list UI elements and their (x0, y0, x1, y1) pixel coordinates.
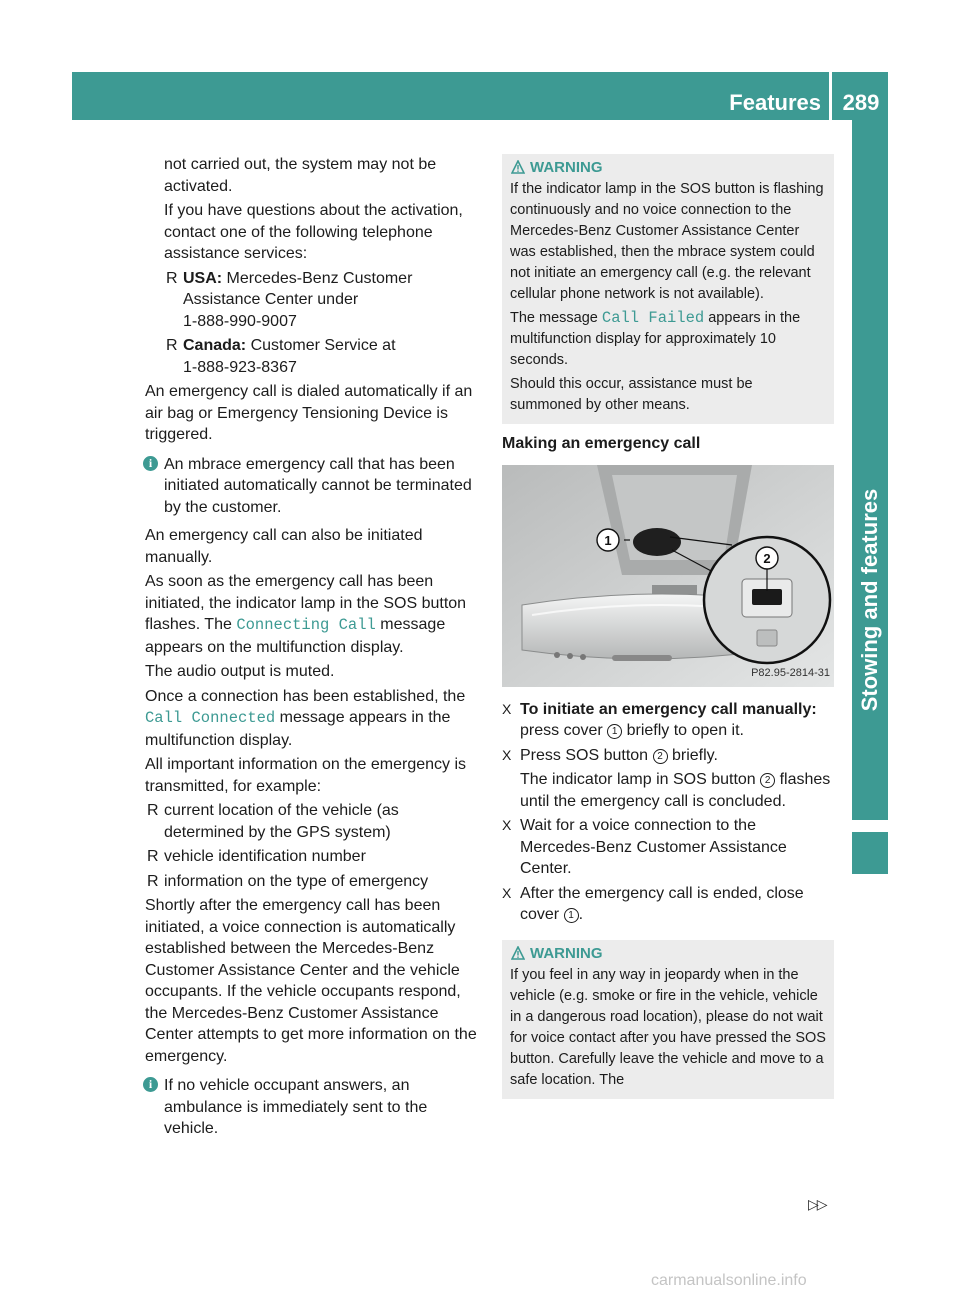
section-title: Features (729, 90, 821, 115)
callout-number: 1 (564, 908, 579, 923)
warning-box (502, 154, 834, 424)
phone-number: 1-888-923-8367 (183, 358, 297, 376)
phone-number: 1-888-990-9007 (183, 312, 297, 330)
bullet-icon: R (147, 872, 159, 890)
page-number: 289 (842, 90, 880, 115)
paragraph: An emergency call can also be initiated manually. (145, 527, 423, 566)
callout-2: 2 (763, 550, 771, 566)
bullet-icon: R (147, 802, 159, 819)
callout-number: 2 (653, 749, 668, 764)
warning-text: The message Call Failed appears in the multifunction display for approximately 10 seconds. (510, 309, 801, 368)
header-divider (829, 72, 832, 120)
label: Canada: (183, 337, 247, 354)
info-note: i An mbrace emergency call that has been initiated automatically cannot be terminated by the customer. (145, 454, 483, 519)
paragraph: As soon as the emergency call has been initiated, the indicator lamp in the SOS button flashes. The Connecting Call message appears on the multifunction display. (145, 573, 467, 656)
step-item: X After the emergency call is ended, close cover 1 . (502, 884, 804, 923)
step-item: X To initiate an emergency call manually: press cover 1 briefly to open it. (502, 700, 817, 739)
info-note: i If no vehicle occupant answers, an ambulance is immediately sent to the vehicle. (145, 1075, 483, 1140)
warning-text: Should this occur, assistance must be summoned by other means. (510, 376, 753, 413)
warning-triangle-icon (511, 160, 525, 174)
step-arrow-icon: X (502, 700, 512, 717)
callout-number: 1 (607, 724, 622, 739)
paragraph: Once a connection has been established, the Call Connected message appears in the multifunction display. (145, 687, 466, 749)
step-arrow-icon: X (502, 746, 512, 763)
info-icon: i (143, 1077, 158, 1092)
paragraph: All important information on the emergency is transmitted, for example: (145, 756, 467, 795)
step-item: X Wait for a voice connection to the Mercedes-Benz Customer Assistance Center. (502, 817, 787, 877)
label: USA: (183, 269, 223, 287)
paragraph: not carried out, the system may not be activated. (164, 156, 437, 195)
watermark: carmanualsonline.info (651, 1272, 807, 1289)
left-column (145, 154, 483, 1147)
figure-code: P82.95-2814-31 (751, 667, 830, 679)
info-icon: i (143, 456, 158, 471)
side-tab-label: Stowing and features (857, 488, 882, 712)
list-item: R vehicle identification number (145, 846, 483, 868)
list-item: R Canada: Customer Service at 1-888-923-8367 (166, 337, 396, 376)
warning-text: If the indicator lamp in the SOS button is flashing continuously and no voice connection to the Mercedes-Benz Customer Assistance Center was established, then the mbrace system could not initiate an emergency call (e.g. the relevant cellular phone network is not available). (510, 181, 824, 302)
paragraph: If you have questions about the activation, contact one of the following telephone assistance services: (164, 202, 463, 262)
overhead-console-illustration (502, 465, 834, 687)
warning-triangle-icon (511, 946, 525, 960)
side-tab (852, 120, 888, 820)
list-item: R USA: Mercedes-Benz Customer Assistance Center under 1-888-990-9007 (166, 269, 413, 330)
list-item: R information on the type of emergency (145, 871, 483, 893)
bullet-icon: R (166, 269, 178, 287)
step-arrow-icon: X (502, 817, 512, 833)
continue-icon: ▷▷ (808, 1196, 826, 1212)
step-arrow-icon: X (502, 884, 512, 901)
warning-box (502, 940, 834, 1099)
bullet-icon: R (166, 337, 178, 354)
section-heading: Making an emergency call (502, 435, 701, 452)
warning-title: WARNING (510, 157, 826, 179)
display-message: Connecting Call (236, 616, 376, 634)
paragraph: The audio output is muted. (145, 663, 335, 680)
header-bar (72, 72, 888, 120)
callout-1: 1 (604, 532, 612, 548)
warning-title: WARNING (510, 943, 826, 965)
right-column (502, 154, 834, 1108)
bullet-icon: R (147, 848, 159, 865)
callout-number: 2 (760, 773, 775, 788)
step-result: The indicator lamp in SOS button 2 flashes until the emergency call is concluded. (520, 771, 831, 810)
display-message: Call Failed (601, 309, 705, 327)
paragraph: Shortly after the emergency call has been initiated, a voice connection is automatically established between the Mercedes-Benz Customer Assistance Center and the vehicle occupants. If the vehicle occupants respond, the Mercedes-Benz Customer Assistance Center attempts to get more information on the emergency. (145, 897, 477, 1065)
side-tab-marker (852, 832, 888, 874)
display-message: Call Connected (145, 709, 276, 727)
paragraph: An emergency call is dialed automatically if an air bag or Emergency Tensioning Device is triggered. (145, 383, 473, 443)
warning-text: If you feel in any way in jeopardy when in the vehicle (e.g. smoke or fire in the vehicle, vehicle in a dangerous road location), please do not wait for voice contact after you have pressed the SOS button. Carefully leave the vehicle and move to a safe location. The (510, 966, 826, 1088)
list-item: R current location of the vehicle (as determined by the GPS system) (147, 802, 399, 841)
sos-button-figure (502, 465, 834, 687)
step-item: X Press SOS button 2 briefly. (502, 745, 834, 767)
